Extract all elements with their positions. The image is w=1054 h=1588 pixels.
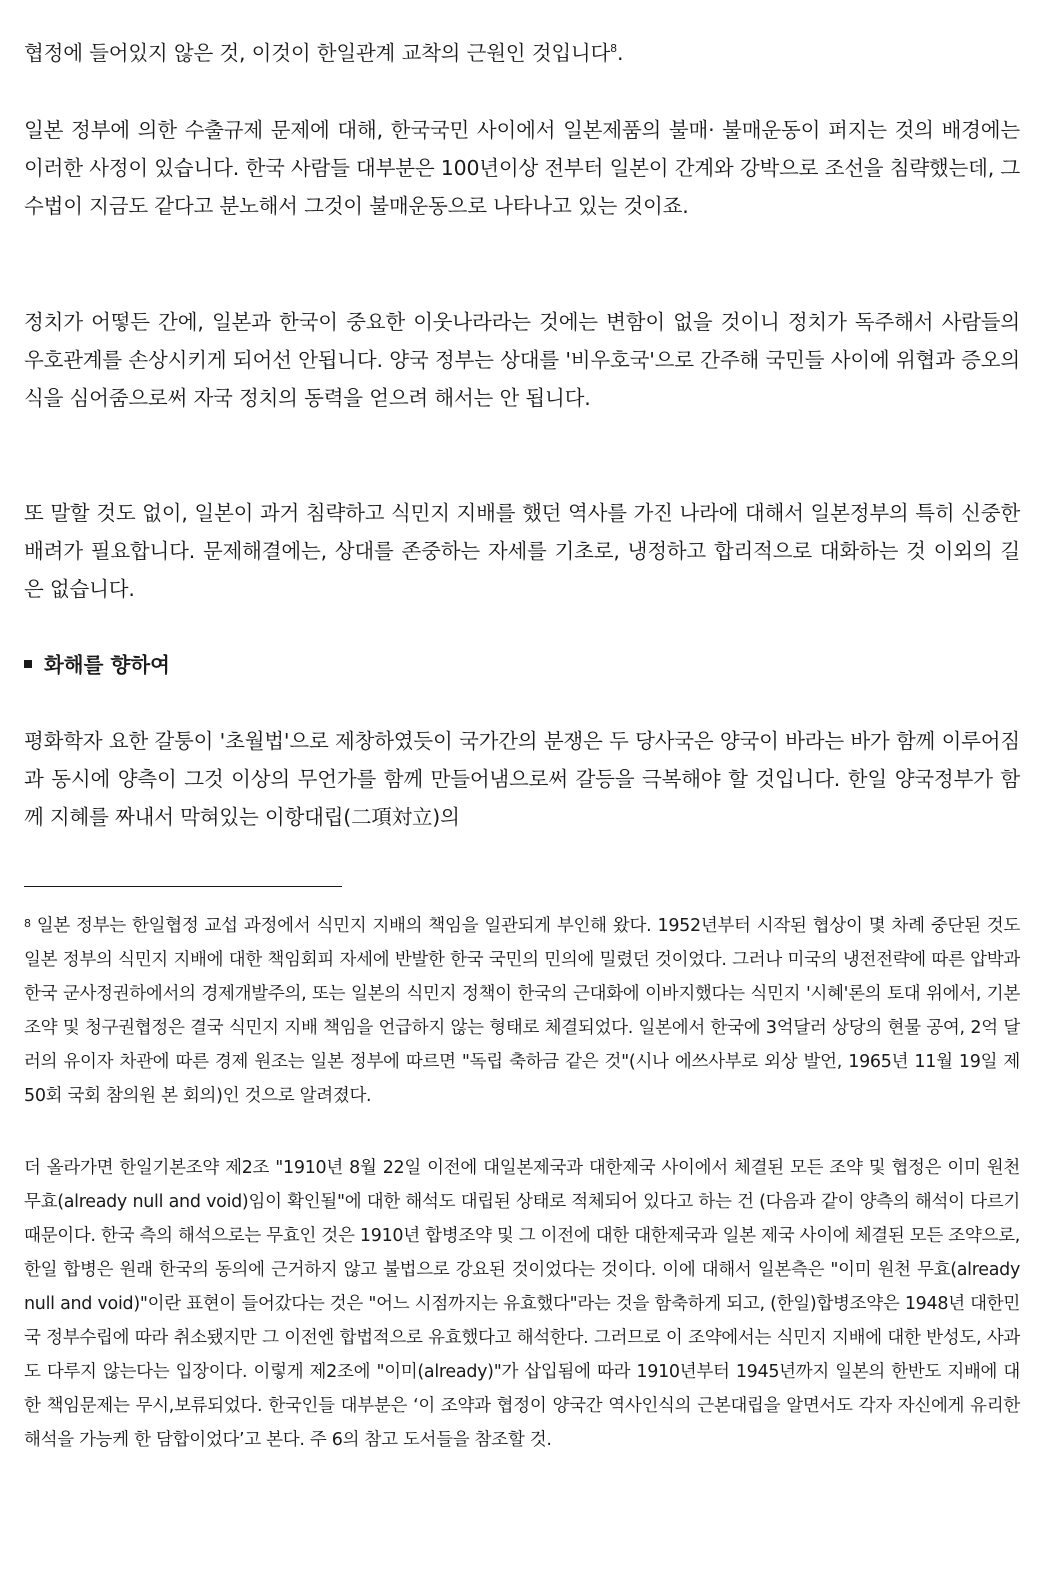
square-bullet-icon [24, 660, 32, 668]
paragraph-1: 일본 정부에 의한 수출규제 문제에 대해, 한국국민 사이에서 일본제품의 불매· 불매운동이 퍼지는 것의 배경에는 이러한 사정이 있습니다. 한국 사람들 대부분은 100년이상 전부터 일본이 간계와 강박으로 조선을 침략했는데, 그 수법이 지금도 같다고 분노해서 그것이 불매운동으로 나타나고 있는 것이죠. [24, 118, 1020, 218]
paragraph-2: 정치가 어떻든 간에, 일본과 한국이 중요한 이웃나라라는 것에는 변함이 없을 것이니 정치가 독주해서 사람들의 우호관계를 손상시키게 되어선 안됩니다. 양국 정부는 상대를 '비우호국'으로 간주해 국민들 사이에 위협과 증오의식을 심어줌으로써 자국 정치의 동력을 얻으려 해서는 안 됩니다. [24, 310, 1020, 410]
paragraph-0-text: 협정에 들어있지 않은 것, 이것이 한일관계 교착의 근원인 것입니다 [24, 41, 611, 65]
section-heading [24, 646, 1020, 684]
footnote-reference[interactable]: 8 [610, 42, 617, 56]
paragraph-4: 평화학자 요한 갈퉁이 '초월법'으로 제창하였듯이 국가간의 분쟁은 두 당사국은 양국이 바라는 바가 함께 이루어짐과 동시에 양측이 그것 이상의 무언가를 함께 만들어냄으로써 갈등을 극복해야 할 것입니다. 한일 양국정부가 함께 지혜를 짜내서 막혀있는 이항대립(二項対立)의 [24, 729, 1020, 829]
footnote-marker: 8 [24, 917, 31, 930]
paragraph-0 [24, 34, 1020, 72]
footnote-separator [24, 886, 342, 887]
paragraph-0-end: . [616, 41, 624, 65]
footnote-8 [24, 909, 1020, 1113]
footnote-8-continued: 더 올라가면 한일기본조약 제2조 "1910년 8월 22일 이전에 대일본제국과 대한제국 사이에서 체결된 모든 조약 및 협정은 이미 원천 무효(already null and void)임이 확인될"에 대한 해석도 대립된 상태로 적체되어 있다고 하는 건 (다음과 같이 양측의 해석이 다르기 때문이다. 한국 측의 해석으로는 무효인 것은 1910년 합병조약 및 그 이전에 대한 대한제국과 일본 제국 사이에 체결된 모든 조약으로, 한일 합병은 원래 한국의 동의에 근거하지 않고 불법으로 강요된 것이었다는 것이다. 이에 대해서 일본측은 "이미 원천 무효(already null and void)"이란 표현이 들어갔다는 것은 "어느 시점까지는 유효했다"라는 것을 함축하게 되고, (한일)합병조약은 1948년 대한민국 정부수립에 따라 취소됐지만 그 이전엔 합법적으로 유효했다고 해석한다. 그러므로 이 조약에서는 식민지 지배에 대한 반성도, 사과도 다루지 않는다는 입장이다. 이렇게 제2조에 "이미(already)"가 삽입됨에 따라 1910년부터 1945년까지 일본의 한반도 지배에 대한 책임문제는 무시,보류되었다. 한국인들 대부분은 ‘이 조약과 협정이 양국간 역사인식의 근본대립을 알면서도 각자 자신에게 유리한 해석을 가능케 한 담합이었다’고 본다. 주 6의 참고 도서들을 참조할 것. [24, 1158, 1020, 1450]
footnote-text-1: 일본 정부는 한일협정 교섭 과정에서 식민지 지배의 책임을 일관되게 부인해 왔다. 1952년부터 시작된 협상이 몇 차례 중단된 것도 일본 정부의 식민지 지배에 대한 책임회피 자세에 반발한 한국 국민의 민의에 밀렸던 것이었다. 그러나 미국의 냉전전략에 따른 압박과 한국 군사정권하에서의 경제개발주의, 또는 일본의 식민지 정책이 한국의 근대화에 이바지했다는 식민지 '시혜'론의 토대 위에서, 기본조약 및 청구권협정은 결국 식민지 지배 책임을 언급하지 않는 형태로 체결되었다. 일본에서 한국에 3억달러 상당의 현물 공여, 2억 달러의 유이자 차관에 따른 경제 원조는 일본 정부에 따르면 "독립 축하금 같은 것"(시나 에쓰사부로 외상 발언, 1965년 11월 19일 제50회 국회 참의원 본 회의)인 것으로 알려졌다. [24, 916, 1020, 1106]
section-heading-text: 화해를 향하여 [44, 653, 170, 677]
paragraph-3: 또 말할 것도 없이, 일본이 과거 침략하고 식민지 지배를 했던 역사를 가진 나라에 대해서 일본정부의 특히 신중한 배려가 필요합니다. 문제해결에는, 상대를 존중하는 자세를 기초로, 냉정하고 합리적으로 대화하는 것 이외의 길은 없습니다. [24, 501, 1020, 601]
